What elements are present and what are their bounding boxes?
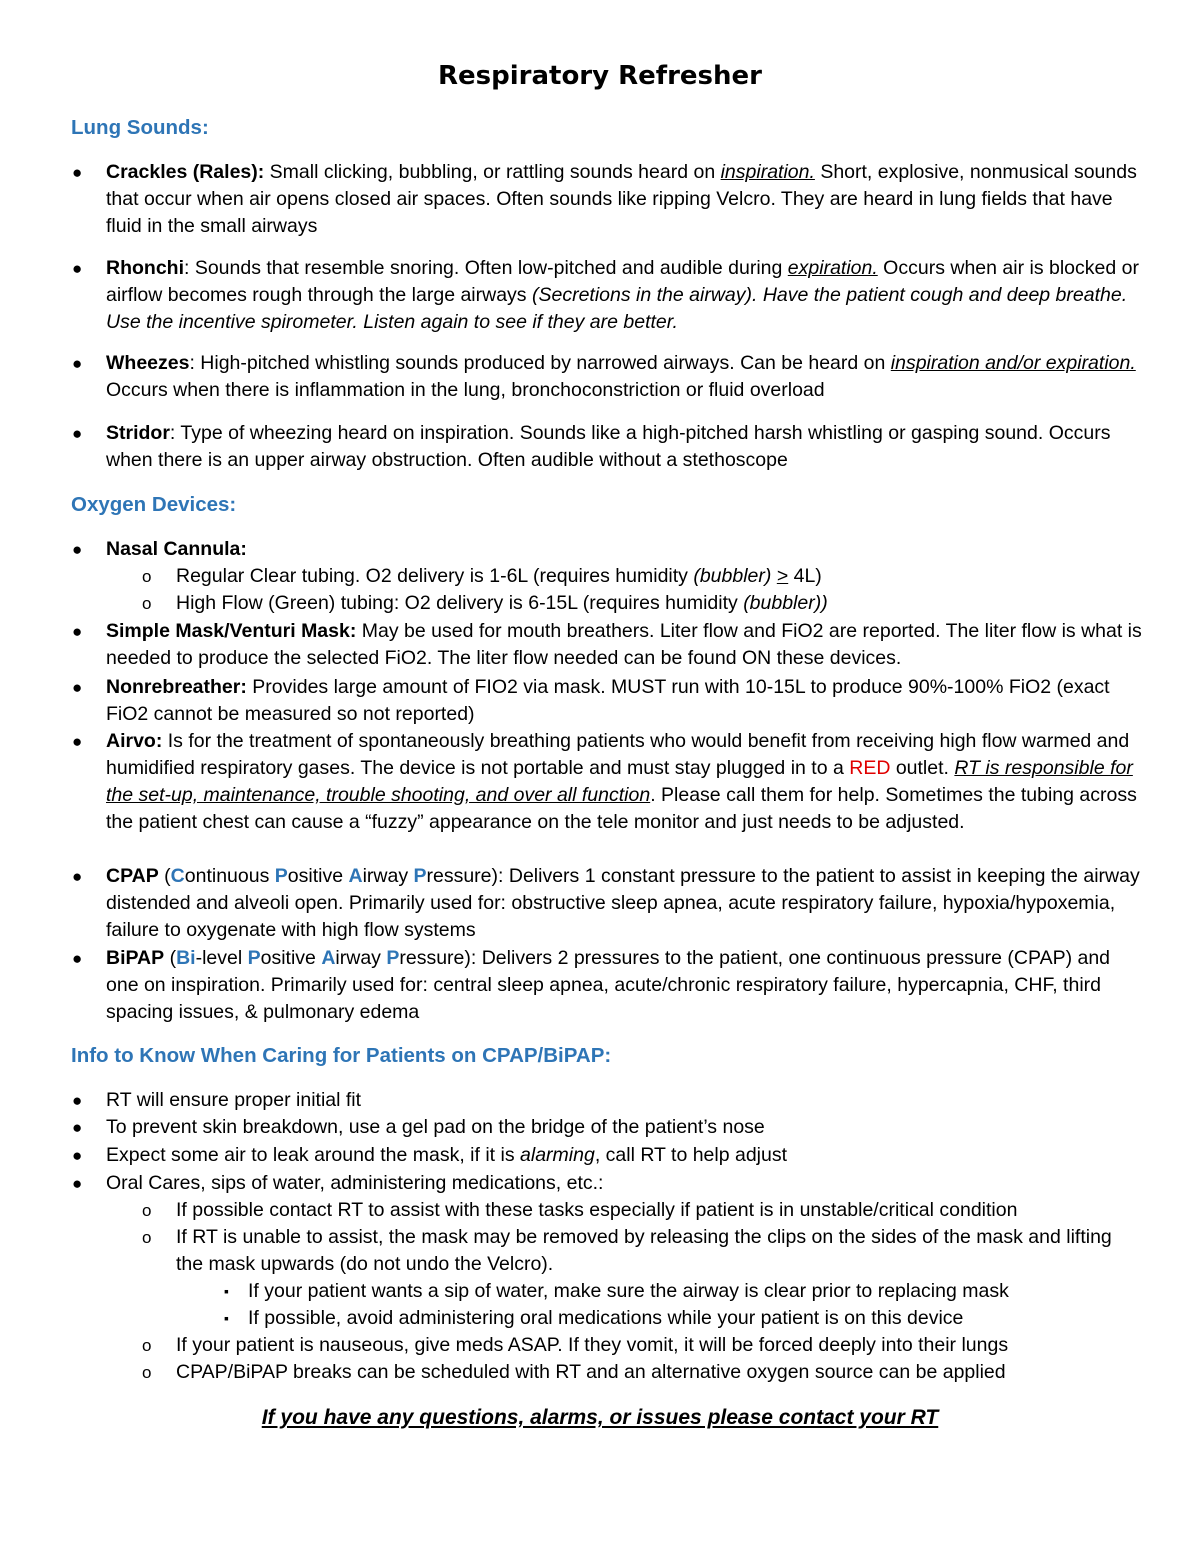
- list-item-simple-mask: ● Simple Mask/Venturi Mask: May be used for mouth breathers. Liter flow and FiO2 are reported. The liter flow is what is needed to produce the selected FiO2. The liter flow needed can be found ON these devices.: [72, 620, 1142, 669]
- list-item-nonrebreather: ● Nonrebreather: Provides large amount of FIO2 via mask. MUST run with 10-15L to produce 90%-100% FiO2 (exact FiO2 cannot be measured so not reported): [72, 676, 1110, 725]
- bullet-icon: ●: [72, 867, 83, 886]
- section-heading-lung-sounds: Lung Sounds:: [71, 116, 209, 139]
- sub-item-regular-tubing: o Regular Clear tubing. O2 delivery is 1-6L (requires humidity (bubbler) > 4L): [176, 563, 1136, 590]
- list-item-oral-cares: ● Oral Cares, sips of water, administering medications, etc.:: [106, 1170, 1146, 1197]
- bullet-icon: ●: [72, 259, 83, 278]
- bullet-icon: ●: [72, 540, 83, 559]
- section-heading-oxygen-devices: Oxygen Devices:: [71, 493, 237, 516]
- sub-sub-item-oral-meds: ▪ If possible, avoid administering oral medications while your patient is on this device: [248, 1305, 1138, 1332]
- bullet-icon: ●: [72, 163, 83, 182]
- circle-bullet-icon: o: [142, 1363, 152, 1382]
- sub-sub-item-sip-water: ▪ If your patient wants a sip of water, make sure the airway is clear prior to replacing mask: [248, 1278, 1138, 1305]
- list-item-stridor: ● Stridor: Type of wheezing heard on inspiration. Sounds like a high-pitched harsh whistling or gasping sound. Occurs when there is an upper airway obstruction. Often audible without a stethoscope: [72, 422, 1111, 471]
- sub-item-remove-mask: o If RT is unable to assist, the mask may be removed by releasing the clips on the sides of the mask and lifting the mask upwards (do not undo the Velcro).: [142, 1226, 1112, 1275]
- bullet-icon: ●: [72, 424, 83, 443]
- circle-bullet-icon: o: [142, 567, 152, 586]
- sub-item-nauseous: o If your patient is nauseous, give meds ASAP. If they vomit, it will be forced deeply into their lungs: [176, 1332, 1136, 1359]
- list-item-crackles: ● Crackles (Rales): Small clicking, bubbling, or rattling sounds heard on inspiration. Short, explosive, nonmusical sounds that occur when air opens closed air spaces. Often sounds like ripping Velcro. They are heard in lung fields that have fluid in the small airways: [72, 161, 1137, 237]
- list-item-bipap: ● BiPAP (Bi-level Positive Airway Pressure): Delivers 2 pressures to the patient, one continuous pressure (CPAP) and one on inspiration. Primarily used for: central sleep apnea, acute/chronic respiratory failure, hypercapnia, CHF, third spacing issues, & pulmonary edema: [72, 947, 1111, 1023]
- bullet-icon: ●: [72, 354, 83, 373]
- list-item-rhonchi: ● Rhonchi: Sounds that resemble snoring. Often low-pitched and audible during expiration. Occurs when air is blocked or airflow becomes rough through the large airways (Secretions in the airway). Have the patient cough and deep breathe. Use the incentive spirometer. Listen again to see if they are better.: [72, 257, 1139, 333]
- list-item-leak: ● Expect some air to leak around the mask, if it is alarming, call RT to help adjust: [106, 1142, 1146, 1169]
- bullet-icon: ●: [72, 622, 83, 641]
- list-item-fit: ● RT will ensure proper initial fit: [106, 1087, 1146, 1114]
- page-title: Respiratory Refresher: [438, 61, 762, 91]
- sub-item-contact-rt: o If possible contact RT to assist with these tasks especially if patient is in unstable/critical condition: [176, 1197, 1136, 1224]
- bullet-icon: ●: [72, 1174, 83, 1193]
- circle-bullet-icon: o: [142, 1228, 152, 1247]
- circle-bullet-icon: o: [142, 1201, 152, 1220]
- bullet-icon: ●: [72, 732, 83, 751]
- square-bullet-icon: ▪: [224, 1310, 229, 1326]
- bullet-icon: ●: [72, 678, 83, 697]
- list-item-airvo: ● Airvo: Is for the treatment of spontaneously breathing patients who would benefit from receiving high flow warmed and humidified respiratory gases. The device is not portable and must stay plugged in to a RED outlet. RT is responsible for the set-up, maintenance, trouble shooting, and over all function. Please call them for help. Sometimes the tubing across the patient chest can cause a “fuzzy” appearance on the tele monitor and just needs to be adjusted.: [72, 730, 1137, 833]
- list-item-nasal-cannula: ● Nasal Cannula:: [106, 536, 1146, 563]
- bullet-icon: ●: [72, 949, 83, 968]
- sub-item-breaks: o CPAP/BiPAP breaks can be scheduled with RT and an alternative oxygen source can be applied: [176, 1359, 1136, 1386]
- bullet-icon: ●: [72, 1118, 83, 1137]
- section-heading-info: Info to Know When Caring for Patients on CPAP/BiPAP:: [71, 1044, 612, 1067]
- circle-bullet-icon: o: [142, 594, 152, 613]
- sub-item-high-flow-tubing: o High Flow (Green) tubing: O2 delivery is 6-15L (requires humidity (bubbler)): [176, 590, 1136, 617]
- footer-note: If you have any questions, alarms, or issues please contact your RT: [261, 1406, 939, 1429]
- bullet-icon: ●: [72, 1146, 83, 1165]
- bullet-icon: ●: [72, 1091, 83, 1110]
- list-item-wheezes: ● Wheezes: High-pitched whistling sounds produced by narrowed airways. Can be heard on inspiration and/or expiration. Occurs when there is inflammation in the lung, bronchoconstriction or fluid overload: [72, 352, 1136, 401]
- square-bullet-icon: ▪: [224, 1283, 229, 1299]
- circle-bullet-icon: o: [142, 1336, 152, 1355]
- list-item-cpap: ● CPAP (Continuous Positive Airway Pressure): Delivers 1 constant pressure to the patient to assist in keeping the airway distended and alveoli open. Primarily used for: obstructive sleep apnea, acute respiratory failure, hypoxia/hypoxemia, failure to oxygenate with high flow systems: [72, 865, 1140, 941]
- list-item-skin: ● To prevent skin breakdown, use a gel pad on the bridge of the patient’s nose: [106, 1114, 1146, 1141]
